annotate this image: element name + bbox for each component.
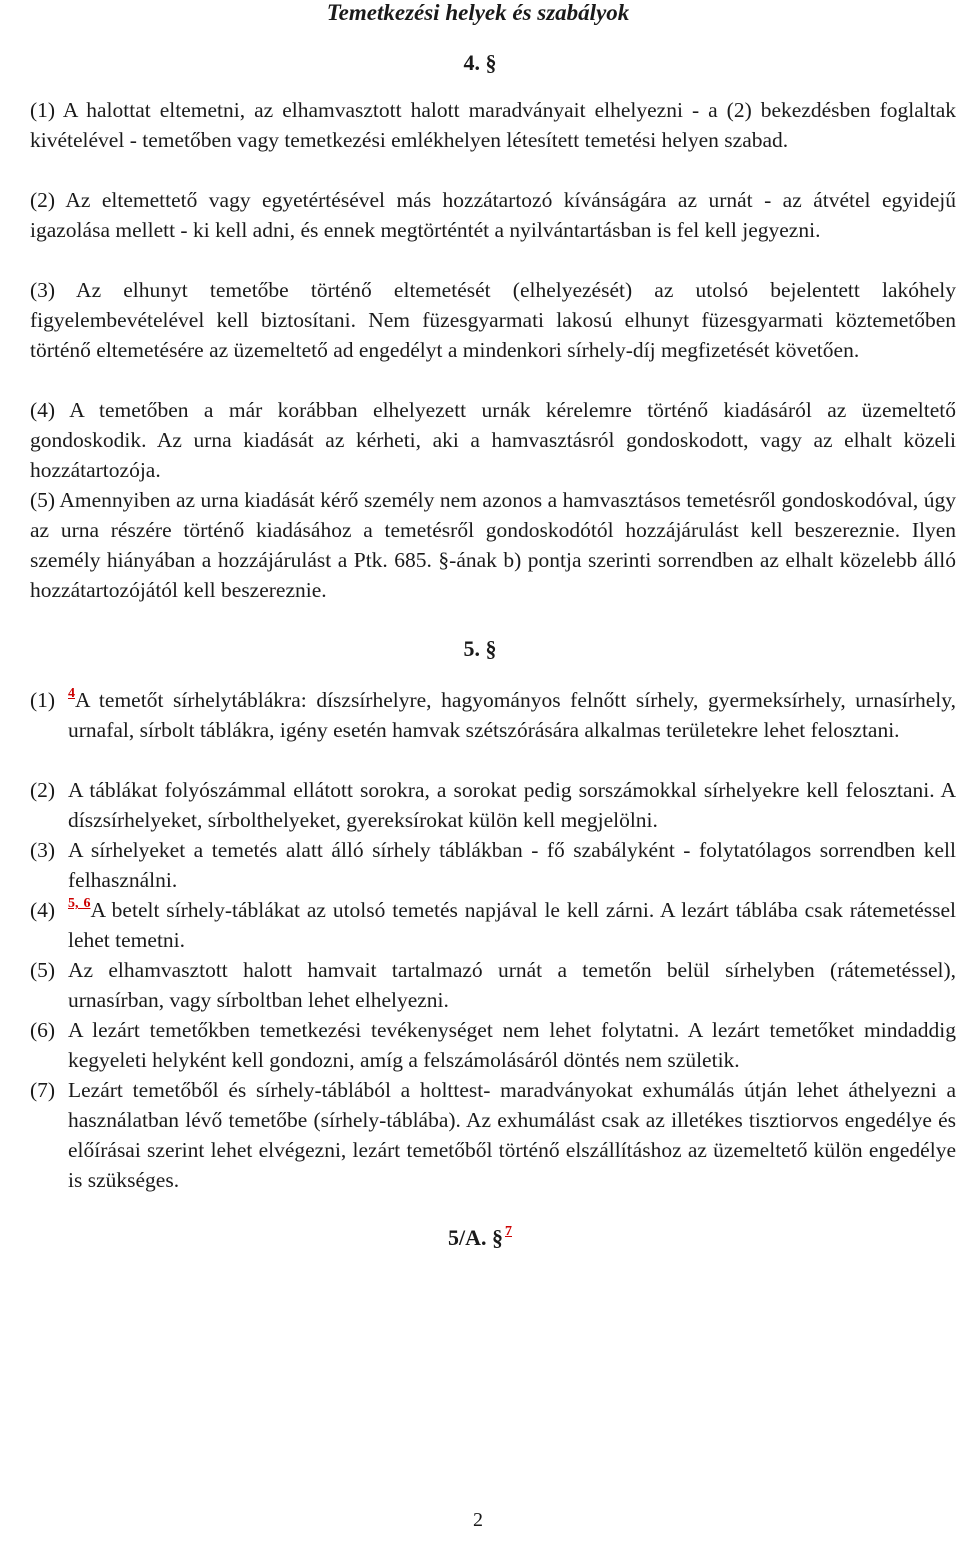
section-4-paragraph-2: (2) Az eltemettető vagy egyetértésével más hozzátartozó kívánságára az urnát - az átvétel egyidejű igazolása mellett - ki kell adni, és ennek megtörténtét a nyilvántartásban is fel kell jegyezni. xyxy=(30,188,956,242)
section-4-title: 4. § xyxy=(463,50,497,75)
section-5-item-6 xyxy=(30,1015,956,1075)
item-number: (4) xyxy=(30,898,56,922)
section-4-paragraph-4: (4) A temetőben a már korábban elhelyezett urnák kérelemre történő kiadásáról az üzemeltető gondoskodik. Az urna kiadását az kérheti, aki a hamvasztásról gondoskodott, vagy az elhalt közeli hozzátartozója. xyxy=(30,398,956,482)
page-title: Temetkezési helyek és szabályok xyxy=(326,0,630,25)
footnote-link[interactable]: 5, 6 xyxy=(68,896,91,911)
item-number: (6) xyxy=(30,1018,56,1042)
item-number: (7) xyxy=(30,1078,56,1102)
item-number: (2) xyxy=(30,778,56,802)
item-text: A temetőt sírhelytáblákra: díszsírhelyre, hagyományos felnőtt sírhely, gyermeksírhely, urnasírhely, urnafal, sírbolt táblákra, igény esetén hamvak szétszórására alkalmas területekre lehet felosztani. xyxy=(68,688,956,742)
footnote-link[interactable]: 4 xyxy=(68,686,75,701)
section-4-paragraph-3: (3) Az elhunyt temetőbe történő eltemetését (elhelyezését) az utolsó bejelentett lakóhely figyelembevételével kell biztosítani. Nem füzesgyarmati lakosú elhunyt füzesgyarmati köztemetőben történő eltemetésére az üzemeltető ad engedélyt a mindenkori sírhely-díj megfizetését követően. xyxy=(30,278,956,362)
item-text: Az elhamvasztott halott hamvait tartalmazó urnát a temetőn belül sírhelyben (rátemetéssel), urnasírban, vagy sírboltban lehet elhelyezni. xyxy=(68,958,956,1012)
section-5-item-5 xyxy=(30,955,956,1015)
footnote-link[interactable]: 7 xyxy=(505,1224,512,1239)
item-number: (3) xyxy=(30,838,56,862)
item-number: (1) xyxy=(30,688,56,712)
section-5-item-1 xyxy=(30,685,956,745)
item-text: Lezárt temetőből és sírhely-táblából a holttest- maradványokat exhumálás útján lehet áthelyezni a használatban lévő temetőbe (sírhely-táblába). Az exhumálást csak az illetékes tisztiorvos engedélye és előírásai szerint lehet elvégezni, lezárt temetőből történő elszállításhoz az üzemeltető külön engedélye is szükséges. xyxy=(68,1078,956,1192)
section-4-paragraph-5: (5) Amennyiben az urna kiadását kérő személy nem azonos a hamvasztásos temetésről gondoskodóval, úgy az urna részére történő kiadásához a temetésről gondoskodótól hozzájárulást kell beszereznie. Ilyen személy hiányában a hozzájárulást a Ptk. 685. §-ának b) pontja szerinti sorrendben az elhalt közelebb álló hozzátartozójától kell beszereznie. xyxy=(30,488,956,602)
section-4-paragraph-1: (1) A halottat eltemetni, az elhamvasztott halott maradványait elhelyezni - a (2) bekezdésben foglaltak kivételével - temetőben vagy temetkezési emlékhelyen létesített temetési helyen szabad. xyxy=(30,98,956,152)
item-text: A sírhelyeket a temetés alatt álló sírhely táblákban - fő szabályként - folytatólagos sorrendben kell felhasználni. xyxy=(68,838,956,892)
item-text: A betelt sírhely-táblákat az utolsó temetés napjával le kell zárni. A lezárt táblába csak rátemetéssel lehet temetni. xyxy=(68,898,956,952)
page-number: 2 xyxy=(473,1509,483,1531)
section-5-item-2 xyxy=(30,775,956,835)
section-5-item-4 xyxy=(30,895,956,955)
item-text: A táblákat folyószámmal ellátott sorokra, a sorokat pedig sorszámokkal sírhelyekre kell felosztani. A díszsírhelyeket, sírbolthelyeket, gyereksírokat külön kell megjelölni. xyxy=(68,778,956,832)
section-5-item-7 xyxy=(30,1075,956,1195)
section-5-item-3 xyxy=(30,835,956,895)
item-text: A lezárt temetőkben temetkezési tevékenységet nem lehet folytatni. A lezárt temetőket mindaddig kegyeleti helyként kell gondozni, amíg a felszámolásáról döntés nem születik. xyxy=(68,1018,956,1072)
item-number: (5) xyxy=(30,958,56,982)
section-5-title: 5. § xyxy=(463,636,497,661)
section-5a-title: 5/A. § $^7$ xyxy=(448,1224,512,1250)
